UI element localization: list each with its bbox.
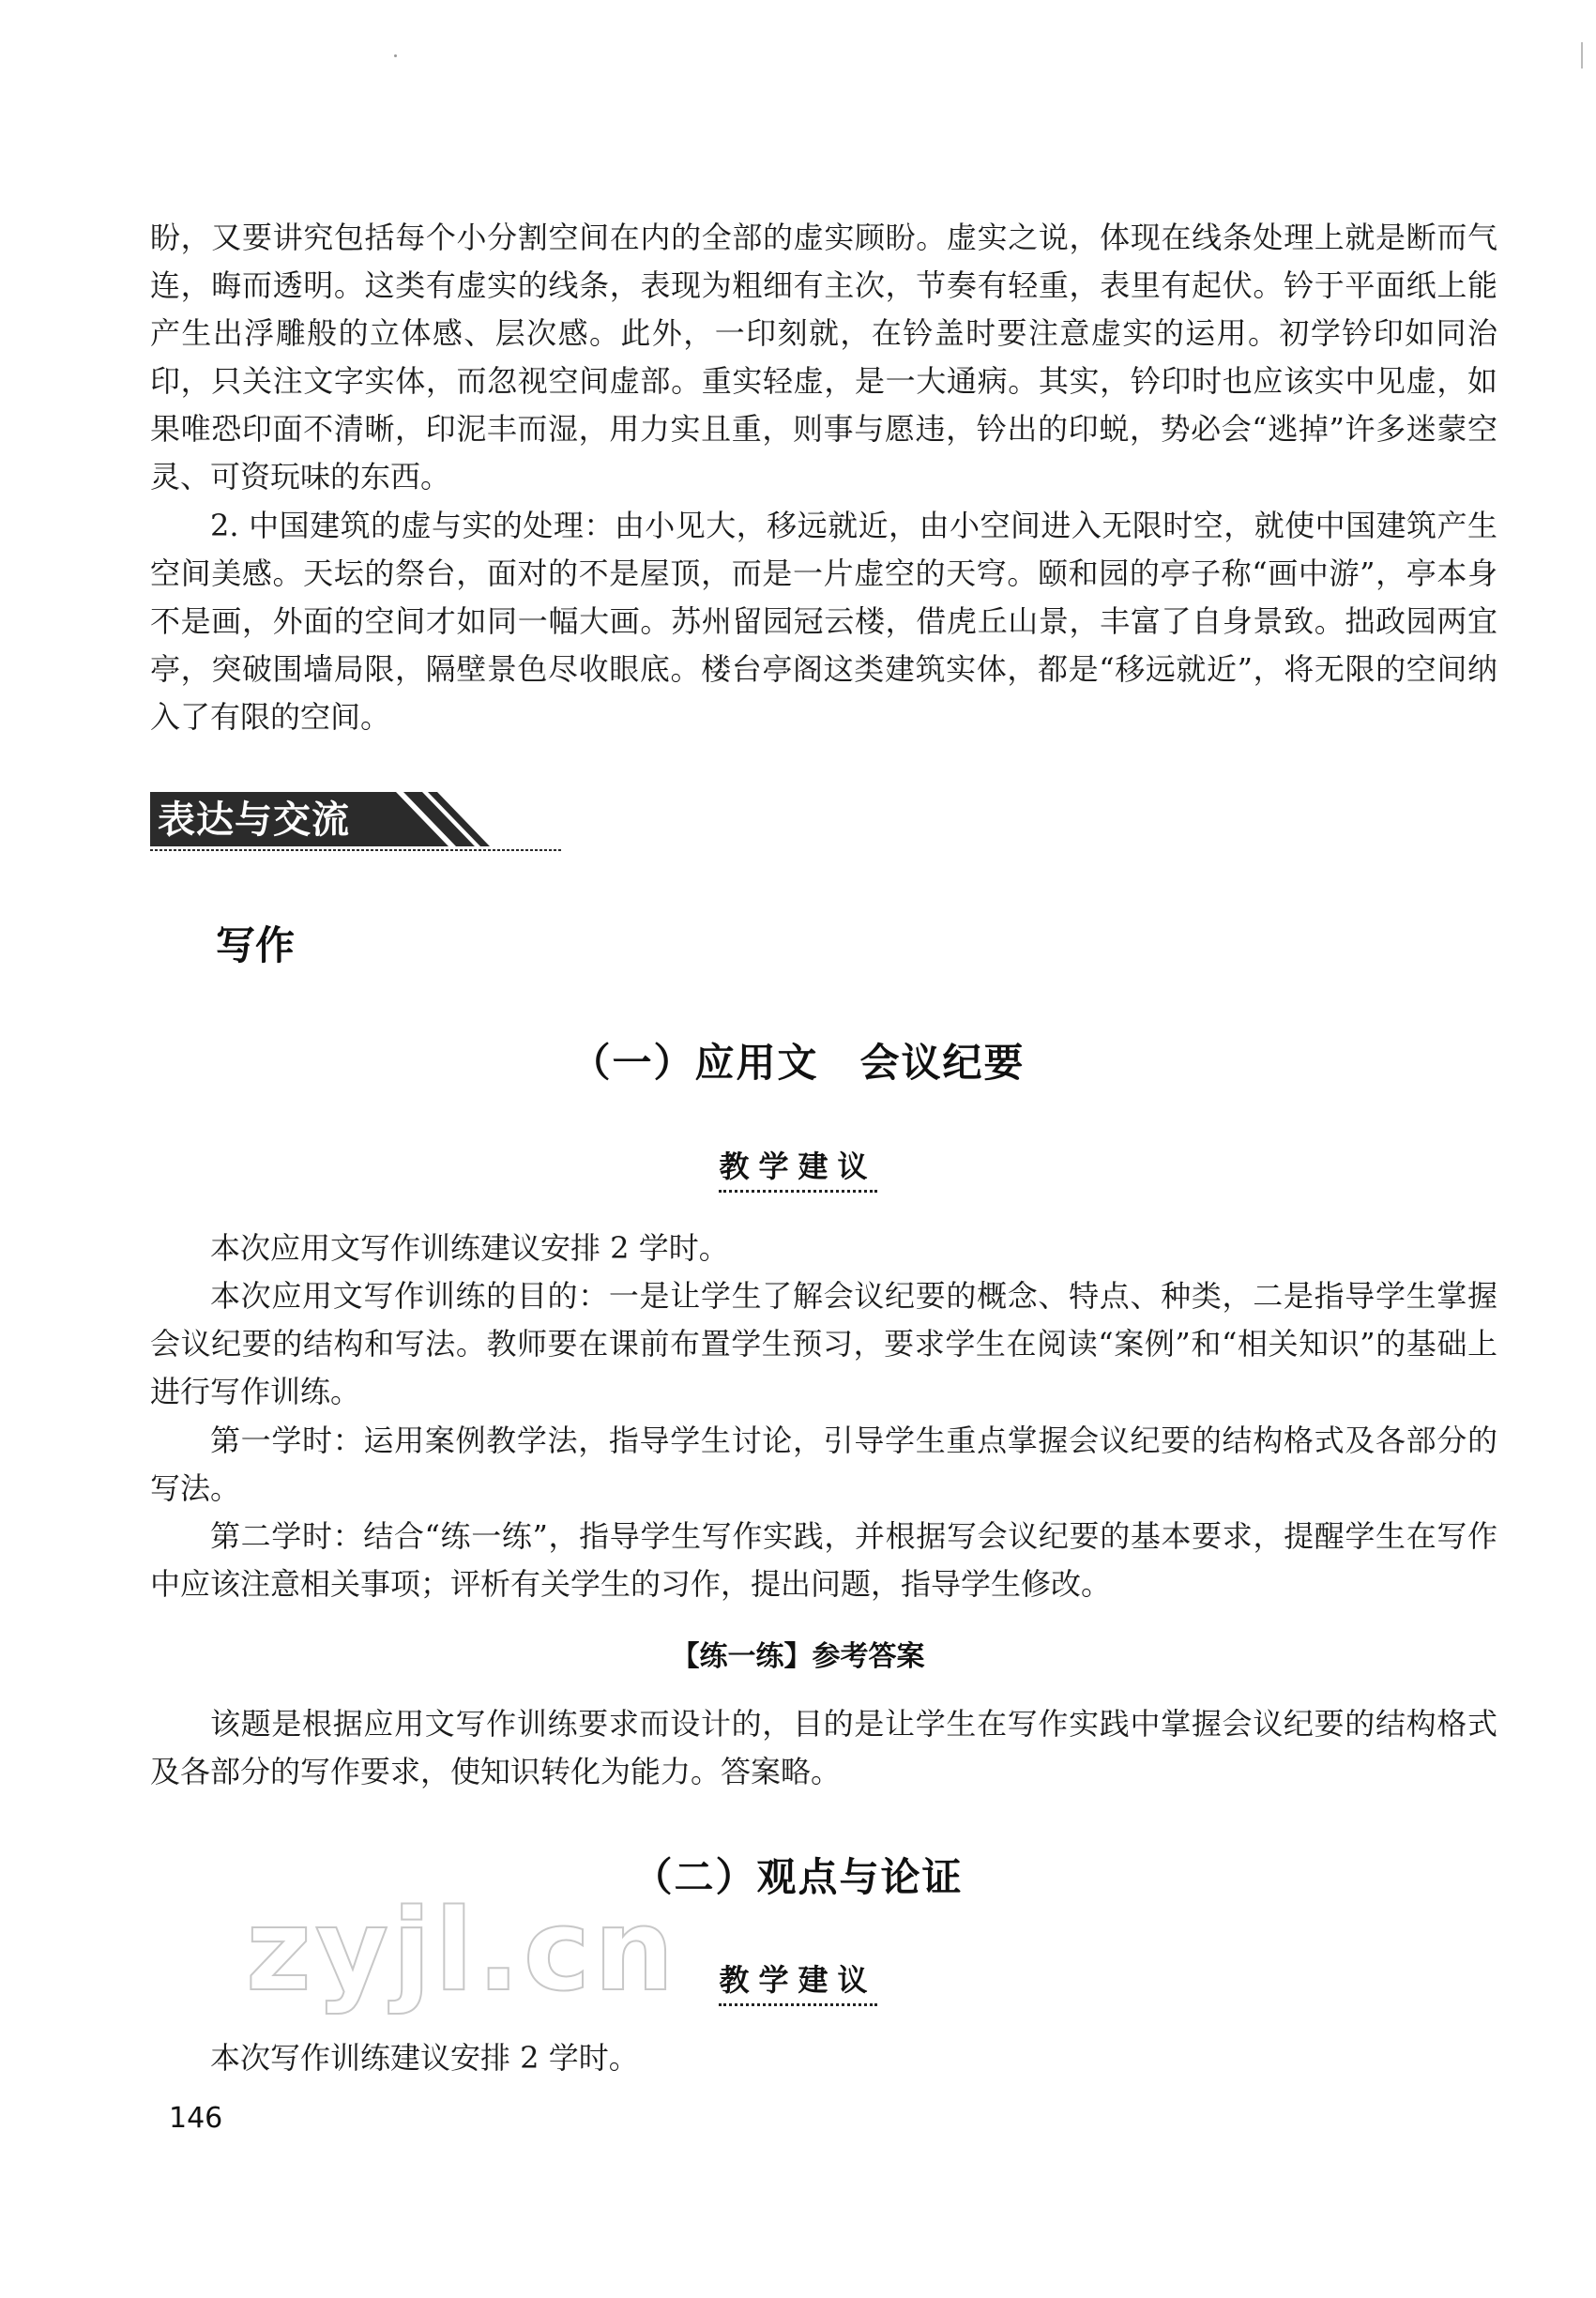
body-paragraph-1: 盼，又要讲究包括每个小分割空间在内的全部的虚实顾盼。虚实之说，体现在线条处理上就是断而气连，晦而透明。这类有虚实的线条，表现为粗细有主次，节奏有轻重，表里有起伏。钤于平面纸上能产生出浮雕般的立体感、层次感。此外，一印刻就，在钤盖时要注意虚实的运用。初学钤印如同治印，只关注文字实体，而忽视空间虚部。重实轻虚，是一大通病。其实，钤印时也应该实中见虚，如果唯恐印面不清晰，印泥丰而湿，用力实且重，则事与愿违，钤出的印蜕，势必会“逃掉”许多迷蒙空灵、可资玩味的东西。: [150, 220, 1497, 495]
section-banner: [150, 786, 563, 854]
section-2-suggestion-title: [0, 1956, 1596, 2000]
body-paragraph-2: 2. 中国建筑的虚与实的处理：由小见大，移远就近，由小空间进入无限时空，就使中国建筑产生空间美感。天坛的祭台，面对的不是屋顶，而是一片虚空的天穹。颐和园的亭子称“画中游”，亭本身不是画，外面的空间才如同一幅大画。苏州留园冠云楼，借虎丘山景，丰富了自身景致。拙政园两宜亭，突破围墙局限，隔壁景色尽收眼底。楼台亭阁这类建筑实体，都是“移远就近”，将无限的空间纳入了有限的空间。: [150, 508, 1497, 735]
section-1-paragraph-1: 本次应用文写作训练建议安排 2 学时。: [210, 1230, 729, 1266]
scan-speck: [394, 54, 397, 57]
banner-label: 表达与交流: [158, 799, 350, 842]
answer-paragraph: 该题是根据应用文写作训练要求而设计的，目的是让学生在写作实践中掌握会议纪要的结构格式及各部分的写作要求，使知识转化为能力。答案略。: [150, 1706, 1497, 1789]
scan-edge-mark: [1581, 42, 1583, 68]
section-2-title: （二）观点与论证: [632, 1854, 964, 1900]
section-1-suggestion-label: 教学建议: [719, 1149, 876, 1193]
section-1-paragraph-4: 第二学时：结合“练一练”，指导学生写作实践，并根据写会议纪要的基本要求，提醒学生在写作中应该注意相关事项；评析有关学生的习作，提出问题，指导学生修改。: [150, 1518, 1497, 1602]
section-1-suggestion-title: [0, 1143, 1596, 1186]
section-1-paragraph-3: 第一学时：运用案例教学法，指导学生讨论，引导学生重点掌握会议纪要的结构格式及各部分的写法。: [150, 1423, 1497, 1506]
section-2-suggestion-label: 教学建议: [719, 1962, 876, 2006]
section-1-title: （一）应用文 会议纪要: [570, 1040, 1026, 1086]
answer-title: 【练一练】参考答案: [671, 1640, 925, 1673]
section-1-paragraph-2: 本次应用文写作训练的目的：一是让学生了解会议纪要的概念、特点、种类，二是指导学生掌握会议纪要的结构和写法。教师要在课前布置学生预习，要求学生在阅读“案例”和“相关知识”的基础上进行写作训练。: [150, 1278, 1497, 1409]
page-number: 146: [169, 2102, 223, 2135]
watermark: zyjl.cn: [246, 1886, 678, 2016]
section-2-paragraph-1: 本次写作训练建议安排 2 学时。: [210, 2040, 639, 2076]
writing-heading: 写作: [216, 922, 296, 968]
